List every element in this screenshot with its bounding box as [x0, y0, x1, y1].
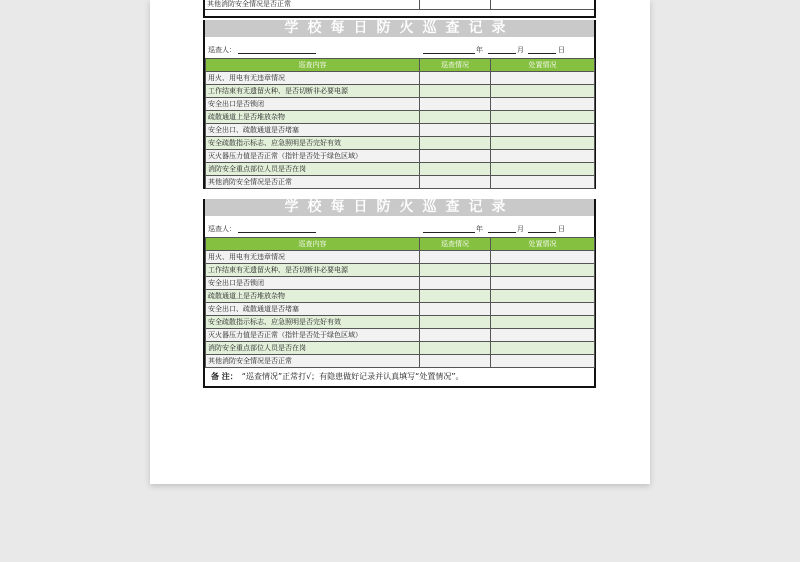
- item-label: 其他消防安全情况是否正常: [206, 176, 420, 189]
- year-label: 年: [476, 225, 483, 233]
- table-row: [206, 111, 595, 124]
- action-cell[interactable]: [491, 277, 595, 290]
- patrol-table: [205, 237, 595, 368]
- status-cell[interactable]: [420, 264, 491, 277]
- patrol-form-2: [203, 199, 596, 388]
- status-cell[interactable]: [420, 303, 491, 316]
- header-content: 巡查内容: [206, 59, 420, 72]
- header-content: 巡查内容: [206, 238, 420, 251]
- item-label: 灭火器压力值是否正常（指针是否处于绿色区域）: [206, 329, 420, 342]
- table-row: [206, 277, 595, 290]
- table-row: [206, 124, 595, 137]
- action-cell[interactable]: [491, 251, 595, 264]
- status-cell[interactable]: [420, 251, 491, 264]
- action-cell[interactable]: [491, 264, 595, 277]
- item-label: 安全出口、疏散通道是否堵塞: [206, 303, 420, 316]
- table-row: [206, 303, 595, 316]
- day-input-line[interactable]: [528, 232, 556, 233]
- status-cell[interactable]: [420, 316, 491, 329]
- action-cell[interactable]: [491, 329, 595, 342]
- table-row: [206, 251, 595, 264]
- header-status: 巡查情况: [420, 238, 491, 251]
- year-label: 年: [476, 46, 483, 54]
- item-label: 安全疏散指示标志、应急照明是否完好有效: [206, 137, 420, 150]
- table-row: [206, 264, 595, 277]
- month-input-line[interactable]: [488, 232, 516, 233]
- fragment-action-cell: [490, 0, 597, 9]
- header-status: 巡查情况: [420, 59, 491, 72]
- status-cell[interactable]: [420, 124, 491, 137]
- day-label: 日: [558, 46, 565, 54]
- item-label: 疏散通道上是否堆放杂物: [206, 111, 420, 124]
- table-row: [206, 98, 595, 111]
- remark-label: 备 注：: [211, 372, 238, 381]
- item-label: 其他消防安全情况是否正常: [206, 355, 420, 368]
- previous-form-fragment: [203, 0, 596, 18]
- table-row: [206, 85, 595, 98]
- status-cell[interactable]: [420, 355, 491, 368]
- day-input-line[interactable]: [528, 53, 556, 54]
- action-cell[interactable]: [491, 163, 595, 176]
- table-header-row: [206, 59, 595, 72]
- status-cell[interactable]: [420, 329, 491, 342]
- fragment-divider: [205, 9, 594, 10]
- action-cell[interactable]: [491, 290, 595, 303]
- inspector-date-row: [205, 37, 594, 58]
- item-label: 疏散通道上是否堆放杂物: [206, 290, 420, 303]
- item-label: 消防安全重点部位人员是否在岗: [206, 342, 420, 355]
- form-title: 学校每日防火巡查记录: [205, 20, 594, 37]
- item-label: 工作结束有无遗留火种、是否切断非必要电源: [206, 85, 420, 98]
- action-cell[interactable]: [491, 176, 595, 189]
- header-action: 处置情况: [491, 238, 595, 251]
- status-cell[interactable]: [420, 72, 491, 85]
- action-cell[interactable]: [491, 342, 595, 355]
- table-header-row: [206, 238, 595, 251]
- inspector-label: 巡查人：: [208, 46, 236, 54]
- status-cell[interactable]: [420, 290, 491, 303]
- action-cell[interactable]: [491, 111, 595, 124]
- table-row: [206, 355, 595, 368]
- table-row: [206, 316, 595, 329]
- status-cell[interactable]: [420, 111, 491, 124]
- fragment-row-text: 其他消防安全情况是否正常: [207, 0, 291, 8]
- action-cell[interactable]: [491, 137, 595, 150]
- status-cell[interactable]: [420, 342, 491, 355]
- item-label: 用火、用电有无违章情况: [206, 72, 420, 85]
- patrol-form-1: [203, 20, 596, 189]
- remark-text: “巡查情况”正常打√；有隐患做好记录并认真填写“处置情况”。: [241, 372, 464, 381]
- document-page: [150, 0, 650, 484]
- status-cell[interactable]: [420, 277, 491, 290]
- table-row: [206, 72, 595, 85]
- year-input-line[interactable]: [423, 232, 475, 233]
- inspector-label: 巡查人：: [208, 225, 236, 233]
- table-row: [206, 176, 595, 189]
- header-action: 处置情况: [491, 59, 595, 72]
- action-cell[interactable]: [491, 355, 595, 368]
- table-row: [206, 290, 595, 303]
- status-cell[interactable]: [420, 85, 491, 98]
- action-cell[interactable]: [491, 98, 595, 111]
- inspector-input-line[interactable]: [238, 53, 316, 54]
- table-row: [206, 342, 595, 355]
- action-cell[interactable]: [491, 124, 595, 137]
- item-label: 安全出口、疏散通道是否堵塞: [206, 124, 420, 137]
- item-label: 灭火器压力值是否正常（指针是否处于绿色区域）: [206, 150, 420, 163]
- table-row: [206, 329, 595, 342]
- month-input-line[interactable]: [488, 53, 516, 54]
- status-cell[interactable]: [420, 163, 491, 176]
- status-cell[interactable]: [420, 176, 491, 189]
- status-cell[interactable]: [420, 137, 491, 150]
- action-cell[interactable]: [491, 85, 595, 98]
- status-cell[interactable]: [420, 150, 491, 163]
- action-cell[interactable]: [491, 303, 595, 316]
- month-label: 月: [517, 225, 524, 233]
- day-label: 日: [558, 225, 565, 233]
- table-row: [206, 163, 595, 176]
- form-title: 学校每日防火巡查记录: [205, 199, 594, 216]
- month-label: 月: [517, 46, 524, 54]
- table-row: [206, 150, 595, 163]
- remark-note: [205, 368, 594, 386]
- table-row: [206, 137, 595, 150]
- status-cell[interactable]: [420, 98, 491, 111]
- item-label: 工作结束有无遗留火种、是否切断非必要电源: [206, 264, 420, 277]
- action-cell[interactable]: [491, 150, 595, 163]
- action-cell[interactable]: [491, 72, 595, 85]
- year-input-line[interactable]: [423, 53, 475, 54]
- inspector-date-row: [205, 216, 594, 237]
- action-cell[interactable]: [491, 316, 595, 329]
- inspector-input-line[interactable]: [238, 232, 316, 233]
- item-label: 安全疏散指示标志、应急照明是否完好有效: [206, 316, 420, 329]
- patrol-table: [205, 58, 595, 189]
- item-label: 消防安全重点部位人员是否在岗: [206, 163, 420, 176]
- item-label: 用火、用电有无违章情况: [206, 251, 420, 264]
- item-label: 安全出口是否锁闭: [206, 98, 420, 111]
- fragment-status-cell: [419, 0, 491, 9]
- item-label: 安全出口是否锁闭: [206, 277, 420, 290]
